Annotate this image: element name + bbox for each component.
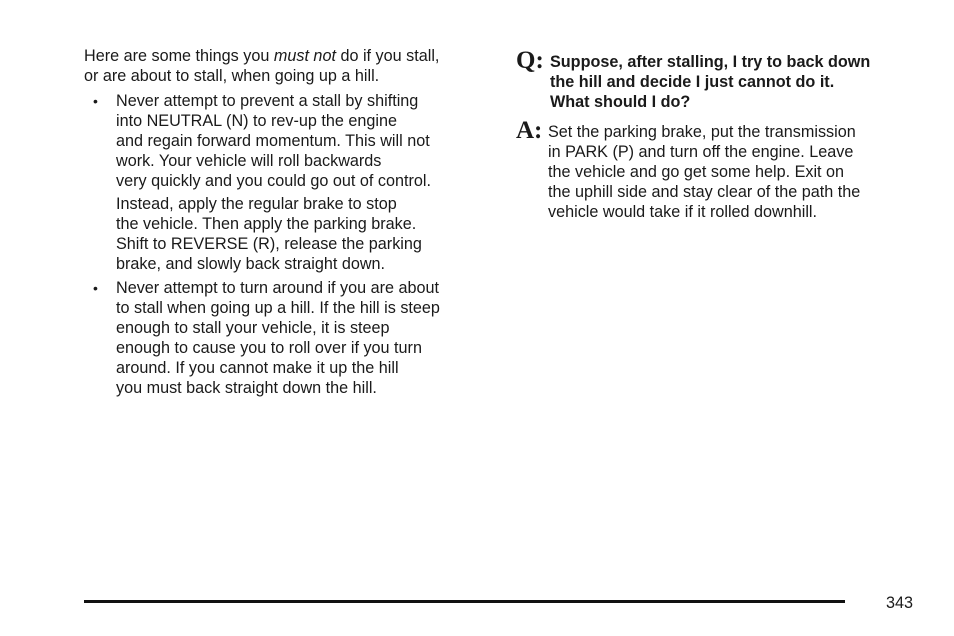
bullet1-line: very quickly and you could go out of control. [116,172,431,190]
bullet1-line: work. Your vehicle will roll backwards [116,152,382,170]
page-number: 343 [886,594,914,612]
bullet1-cont-line: the vehicle. Then apply the parking brake. [116,215,417,233]
bullet-icon: • [93,93,98,109]
footer-rule [84,600,845,603]
question-line: What should I do? [550,93,691,111]
bullet-icon: • [93,280,98,296]
question-line: the hill and decide I just cannot do it. [550,73,835,91]
bullet1-line: into NEUTRAL (N) to rev-up the engine [116,112,398,130]
bullet1-cont-line: Instead, apply the regular brake to stop [116,195,397,213]
answer-line: the uphill side and stay clear of the path the [548,183,861,201]
bullet1-line: Never attempt to prevent a stall by shifting [116,92,419,110]
bullet2-line: to stall when going up a hill. If the hill is steep [116,299,440,317]
bullet2-line: enough to cause you to roll over if you turn [116,339,422,357]
answer-line: in PARK (P) and turn off the engine. Leave [548,143,854,161]
intro-line-2: or are about to stall, when going up a hill. [84,67,380,85]
question-label: Q: [516,47,544,74]
bullet2-line: around. If you cannot make it up the hill [116,359,399,377]
bullet1-cont-line: Shift to REVERSE (R), release the parking [116,235,422,253]
intro-line-1: Here are some things you must not do if you stall, [84,47,440,65]
question-line: Suppose, after stalling, I try to back down [550,53,871,71]
answer-line: Set the parking brake, put the transmission [548,123,856,141]
bullet1-line: and regain forward momentum. This will not [116,132,430,150]
answer-label: A: [516,117,543,144]
answer-line: the vehicle and go get some help. Exit on [548,163,845,181]
bullet1-cont-line: brake, and slowly back straight down. [116,255,386,273]
bullet2-line: enough to stall your vehicle, it is steep [116,319,390,337]
bullet2-line: you must back straight down the hill. [116,379,377,397]
bullet2-line: Never attempt to turn around if you are about [116,279,440,297]
answer-line: vehicle would take if it rolled downhill. [548,203,818,221]
